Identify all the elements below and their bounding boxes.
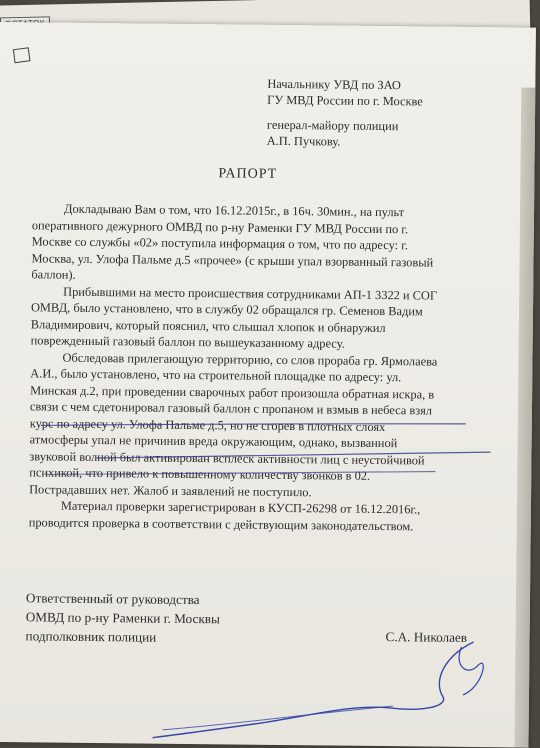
- text-line: звуковой волной был активирован всплеск активности лиц с неустойчивой: [29, 448, 425, 467]
- signature-line: Ответственный от руководства: [25, 590, 200, 608]
- addressee-block: [267, 77, 423, 151]
- signer-name: С.А. Николаев: [385, 629, 468, 645]
- text-line: баллон).: [31, 267, 76, 282]
- addressee-line: генерал-майору полиции: [266, 117, 399, 134]
- paragraph-2: [31, 283, 502, 354]
- text-line: Обследовав прилегающую территорию, со слов прораба гр. Ярмолаева: [62, 350, 438, 369]
- addressee-line: А.П. Пучкову.: [266, 133, 341, 149]
- text-line: оперативного дежурного ОМВД по р-ну Раменки ГУ МВД России по г.: [31, 217, 409, 236]
- text-line: Прибывшими на место происшествия сотрудниками АП-1 3322 и СОГ: [63, 284, 438, 303]
- corner-mark: [13, 47, 31, 63]
- text-line: Москве со службы «02» поступила информация о том, что по адресу: г.: [31, 234, 409, 253]
- text-line: Минская д.2, при проведении сварочных работ произошла обратная искра, в: [30, 382, 435, 402]
- addressee-line: ГУ МВД России по г. Москве: [267, 92, 423, 108]
- signature-line: ОМВД по р-ну Раменки г. Москвы: [25, 609, 220, 627]
- handwritten-signature: [142, 634, 523, 748]
- text-line: Докладываю Вам о том, что 16.12.2015г., в 16ч. 30мин., на пульт: [63, 201, 405, 220]
- text-line: Материал проверки зарегистрирован в КУСП-26298 от 16.12.2016г.,: [60, 498, 421, 517]
- text-line: связи с чем сдетонировал газовый баллон с пропаном и взмыв в небеса взял: [29, 399, 433, 418]
- text-line: проводится проверка в соответствии с действующим законодательством.: [28, 514, 414, 533]
- pen-underline-marks: [35, 417, 496, 502]
- text-line: Москва, ул. Улофа Пальме д.5 «прочее» (с крыши упал взорванный газовый: [31, 250, 434, 270]
- paragraph-1: [31, 200, 502, 287]
- text-line: ОМВД, было установлено, что в службу 02 обращался гр. Семенов Вадим: [30, 300, 423, 319]
- text-line: поврежденный газовый баллон по вышеуказанному адресу.: [30, 333, 345, 351]
- text-line: Пострадавших нет. Жалоб и заявлений не поступило.: [29, 481, 312, 499]
- report-sheet: [0, 22, 536, 748]
- text-line: атмосферы упал не причинив вреда окружающим, однако, вызванной: [29, 432, 398, 451]
- text-line: психикой, что привело к повышенному количеству звонков в 02.: [29, 465, 371, 483]
- paragraph-4: [29, 497, 499, 535]
- document-title: РАПОРТ: [218, 166, 278, 182]
- text-line: курс по адресу ул. Улофа Пальме д.5, но не сгорев в плотных слоях: [29, 415, 386, 434]
- signature-line: подполковник полиции: [25, 628, 157, 645]
- addressee-line: Начальнику УВД по ЗАО: [267, 76, 401, 93]
- text-line: Владимирович, который пояснил, что слышал хлопок и обнаружил: [30, 316, 386, 335]
- text-line: А.И., было установлено, что на строительной площадке по адресу: ул.: [30, 366, 402, 385]
